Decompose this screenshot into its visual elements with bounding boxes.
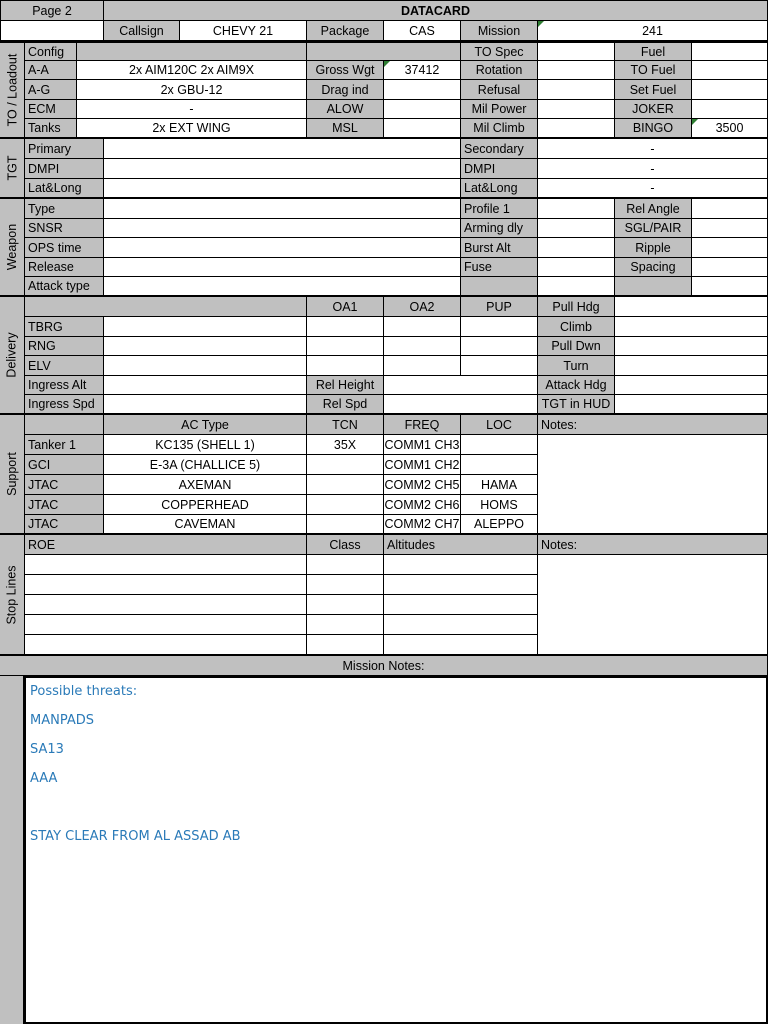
rng-oa1[interactable]	[307, 337, 384, 356]
datacard-title: DATACARD	[104, 0, 768, 21]
to-fuel-label: TO Fuel	[615, 61, 692, 80]
blank-cell[interactable]	[0, 21, 104, 41]
support-freq[interactable]: COMM1 CH3	[384, 435, 461, 455]
config-header-2	[307, 41, 461, 61]
stop-notes-area[interactable]	[538, 555, 768, 656]
mil-climb-label: Mil Climb	[461, 119, 538, 139]
tcn-header: TCN	[307, 415, 384, 435]
support-role: JTAC	[25, 475, 104, 495]
oa1-header: OA1	[307, 297, 384, 317]
comment-marker	[538, 21, 544, 27]
arming-dly-field[interactable]	[538, 219, 615, 238]
comment-marker	[692, 119, 698, 125]
support-ac[interactable]: KC135 (SHELL 1)	[104, 435, 307, 455]
bingo-label: BINGO	[615, 119, 692, 139]
pull-dwn-label: Pull Dwn	[538, 337, 615, 356]
rng-field[interactable]	[104, 337, 307, 356]
support-freq[interactable]: COMM2 CH7	[384, 515, 461, 535]
rng-pup[interactable]	[461, 337, 538, 356]
tbrg-pup[interactable]	[461, 317, 538, 337]
support-header-blank	[25, 415, 104, 435]
climb-field[interactable]	[615, 317, 768, 337]
section-tgt: TGT	[0, 139, 25, 199]
altitudes-row[interactable]	[384, 555, 538, 575]
pull-hdg-label: Pull Hdg	[538, 297, 615, 317]
joker-field[interactable]	[692, 100, 768, 119]
drag-ind-field[interactable]	[384, 80, 461, 100]
type-field[interactable]	[104, 199, 461, 219]
package-field[interactable]: CAS	[384, 21, 461, 41]
aa-label: A-A	[25, 61, 77, 80]
profile1-label: Profile 1	[461, 199, 538, 219]
burst-alt-field[interactable]	[538, 238, 615, 258]
pup-header: PUP	[461, 297, 538, 317]
elv-pup[interactable]	[461, 356, 538, 376]
class-row[interactable]	[307, 635, 384, 656]
elv-label: ELV	[25, 356, 104, 376]
support-freq[interactable]: COMM1 CH2	[384, 455, 461, 475]
ingress-spd-label: Ingress Spd	[25, 395, 104, 415]
ops-time-field[interactable]	[104, 238, 461, 258]
climb-label: Climb	[538, 317, 615, 337]
msl-label: MSL	[307, 119, 384, 139]
section-support: Support	[0, 415, 25, 535]
secondary-label: Secondary	[461, 139, 538, 159]
pull-dwn-field[interactable]	[615, 337, 768, 356]
latlong-field[interactable]	[104, 179, 461, 199]
rng-oa2[interactable]	[384, 337, 461, 356]
refusal-field[interactable]	[538, 80, 615, 100]
spacing-label: Spacing	[615, 258, 692, 277]
support-role: JTAC	[25, 515, 104, 535]
ripple-label: Ripple	[615, 238, 692, 258]
altitudes-row[interactable]	[384, 615, 538, 635]
note-line	[30, 798, 762, 827]
support-ac[interactable]: E-3A (CHALLICE 5)	[104, 455, 307, 475]
set-fuel-field[interactable]	[692, 80, 768, 100]
support-ac[interactable]: CAVEMAN	[104, 515, 307, 535]
section-stop-lines: Stop Lines	[0, 535, 25, 656]
latlong2-label: Lat&Long	[461, 179, 538, 199]
spacing-field[interactable]	[692, 258, 768, 277]
support-ac[interactable]: AXEMAN	[104, 475, 307, 495]
attack-hdg-field[interactable]	[615, 376, 768, 395]
blank-gray-cell	[461, 277, 538, 297]
freq-header: FREQ	[384, 415, 461, 435]
page-label: Page 2	[0, 0, 104, 21]
class-row[interactable]	[307, 595, 384, 615]
to-spec-label: TO Spec	[461, 41, 538, 61]
gross-wgt-field[interactable]: 37412	[384, 61, 461, 80]
tbrg-oa2[interactable]	[384, 317, 461, 337]
sgl-pair-label: SGL/PAIR	[615, 219, 692, 238]
tanks-label: Tanks	[25, 119, 77, 139]
set-fuel-label: Set Fuel	[615, 80, 692, 100]
support-loc[interactable]: HAMA	[461, 475, 538, 495]
mil-climb-field[interactable]	[538, 119, 615, 139]
secondary-field[interactable]: -	[538, 139, 768, 159]
latlong2-field[interactable]: -	[538, 179, 768, 199]
mission-field[interactable]: 241	[538, 21, 768, 41]
type-label: Type	[25, 199, 104, 219]
aa-field[interactable]: 2x AIM120C 2x AIM9X	[77, 61, 307, 80]
ag-field[interactable]: 2x GBU-12	[77, 80, 307, 100]
turn-label: Turn	[538, 356, 615, 376]
class-row[interactable]	[307, 555, 384, 575]
dmpi2-field[interactable]: -	[538, 159, 768, 179]
altitudes-row[interactable]	[384, 595, 538, 615]
dmpi2-label: DMPI	[461, 159, 538, 179]
roe-row[interactable]	[25, 595, 307, 615]
package-label: Package	[307, 21, 384, 41]
arming-dly-label: Arming dly	[461, 219, 538, 238]
ops-time-label: OPS time	[25, 238, 104, 258]
support-tcn[interactable]	[307, 495, 384, 515]
altitudes-header: Altitudes	[384, 535, 538, 555]
rel-angle-label: Rel Angle	[615, 199, 692, 219]
support-tcn[interactable]	[307, 455, 384, 475]
rel-spd-label: Rel Spd	[307, 395, 384, 415]
ingress-alt-label: Ingress Alt	[25, 376, 104, 395]
attack-type-field[interactable]	[104, 277, 461, 297]
rng-label: RNG	[25, 337, 104, 356]
support-role: GCI	[25, 455, 104, 475]
support-loc[interactable]	[461, 435, 538, 455]
section-weapon: Weapon	[0, 199, 25, 297]
support-loc[interactable]: ALEPPO	[461, 515, 538, 535]
joker-label: JOKER	[615, 100, 692, 119]
roe-row[interactable]	[25, 615, 307, 635]
altitudes-row[interactable]	[384, 575, 538, 595]
alow-field[interactable]	[384, 100, 461, 119]
elv-field[interactable]	[104, 356, 307, 376]
fuel-field[interactable]	[692, 41, 768, 61]
drag-ind-label: Drag ind	[307, 80, 384, 100]
section-to-loadout: TO / Loadout	[0, 41, 25, 139]
tbrg-label: TBRG	[25, 317, 104, 337]
turn-field[interactable]	[615, 356, 768, 376]
fuse-label: Fuse	[461, 258, 538, 277]
support-tcn[interactable]: 35X	[307, 435, 384, 455]
oa2-header: OA2	[384, 297, 461, 317]
fuel-label: Fuel	[615, 41, 692, 61]
class-header: Class	[307, 535, 384, 555]
altitudes-row[interactable]	[384, 635, 538, 656]
blank-cell[interactable]	[538, 277, 615, 297]
class-row[interactable]	[307, 575, 384, 595]
blank-cell[interactable]	[692, 277, 768, 297]
support-role: JTAC	[25, 495, 104, 515]
roe-row[interactable]	[25, 555, 307, 575]
class-row[interactable]	[307, 615, 384, 635]
refusal-label: Refusal	[461, 80, 538, 100]
pull-hdg-field[interactable]	[615, 297, 768, 317]
note-line: AAA	[30, 771, 58, 786]
support-loc[interactable]	[461, 455, 538, 475]
ripple-field[interactable]	[692, 238, 768, 258]
sgl-pair-field[interactable]	[692, 219, 768, 238]
snsr-field[interactable]	[104, 219, 461, 238]
callsign-field[interactable]: CHEVY 21	[180, 21, 307, 41]
mission-label: Mission	[461, 21, 538, 41]
ag-label: A-G	[25, 80, 77, 100]
rel-angle-field[interactable]	[692, 199, 768, 219]
attack-type-label: Attack type	[25, 277, 104, 297]
rel-height-label: Rel Height	[307, 376, 384, 395]
mil-power-label: Mil Power	[461, 100, 538, 119]
primary-label: Primary	[25, 139, 104, 159]
mil-power-field[interactable]	[538, 100, 615, 119]
tgt-in-hud-label: TGT in HUD	[538, 395, 615, 415]
mission-notes-title: Mission Notes:	[0, 656, 768, 676]
comment-marker	[384, 61, 390, 67]
dmpi-field[interactable]	[104, 159, 461, 179]
mission-notes-margin	[0, 676, 24, 1024]
support-freq[interactable]: COMM2 CH5	[384, 475, 461, 495]
support-loc[interactable]: HOMS	[461, 495, 538, 515]
rel-spd-field[interactable]	[384, 395, 538, 415]
elv-oa1[interactable]	[307, 356, 384, 376]
primary-field[interactable]	[104, 139, 461, 159]
profile1-field[interactable]	[538, 199, 615, 219]
ecm-field[interactable]: -	[77, 100, 307, 119]
support-tcn[interactable]	[307, 475, 384, 495]
support-tcn[interactable]	[307, 515, 384, 535]
support-freq[interactable]: COMM2 CH6	[384, 495, 461, 515]
attack-hdg-label: Attack Hdg	[538, 376, 615, 395]
ingress-alt-field[interactable]	[104, 376, 307, 395]
mission-notes-area[interactable]	[24, 676, 768, 1024]
to-fuel-field[interactable]	[692, 61, 768, 80]
elv-oa2[interactable]	[384, 356, 461, 376]
support-notes-label: Notes:	[538, 415, 768, 435]
snsr-label: SNSR	[25, 219, 104, 238]
rel-height-field[interactable]	[384, 376, 538, 395]
support-notes-area[interactable]	[538, 435, 768, 535]
gross-wgt-label: Gross Wgt	[307, 61, 384, 80]
release-field[interactable]	[104, 258, 461, 277]
loc-header: LOC	[461, 415, 538, 435]
rotation-label: Rotation	[461, 61, 538, 80]
note-line: SA13	[30, 742, 64, 757]
tbrg-field[interactable]	[104, 317, 307, 337]
bingo-field[interactable]: 3500	[692, 119, 768, 139]
note-line: MANPADS	[30, 713, 94, 728]
config-header	[77, 41, 307, 61]
callsign-label: Callsign	[104, 21, 180, 41]
alow-label: ALOW	[307, 100, 384, 119]
blank-gray-cell	[615, 277, 692, 297]
section-delivery: Delivery	[0, 297, 25, 415]
stop-notes-label: Notes:	[538, 535, 768, 555]
config-label: Config	[25, 41, 77, 61]
ecm-label: ECM	[25, 100, 77, 119]
roe-row[interactable]	[25, 635, 307, 656]
ac-type-header: AC Type	[104, 415, 307, 435]
note-line: Possible threats:	[30, 684, 138, 699]
burst-alt-label: Burst Alt	[461, 238, 538, 258]
dmpi-label: DMPI	[25, 159, 104, 179]
roe-row[interactable]	[25, 575, 307, 595]
fuse-field[interactable]	[538, 258, 615, 277]
latlong-label: Lat&Long	[25, 179, 104, 199]
tgt-in-hud-field[interactable]	[615, 395, 768, 415]
msl-field[interactable]	[384, 119, 461, 139]
tanks-field[interactable]: 2x EXT WING	[77, 119, 307, 139]
support-role: Tanker 1	[25, 435, 104, 455]
delivery-header-blank	[25, 297, 307, 317]
support-ac[interactable]: COPPERHEAD	[104, 495, 307, 515]
tbrg-oa1[interactable]	[307, 317, 384, 337]
to-spec-field[interactable]	[538, 41, 615, 61]
ingress-spd-field[interactable]	[104, 395, 307, 415]
note-line: STAY CLEAR FROM AL ASSAD AB	[30, 829, 241, 844]
rotation-field[interactable]	[538, 61, 615, 80]
roe-header: ROE	[25, 535, 307, 555]
release-label: Release	[25, 258, 104, 277]
